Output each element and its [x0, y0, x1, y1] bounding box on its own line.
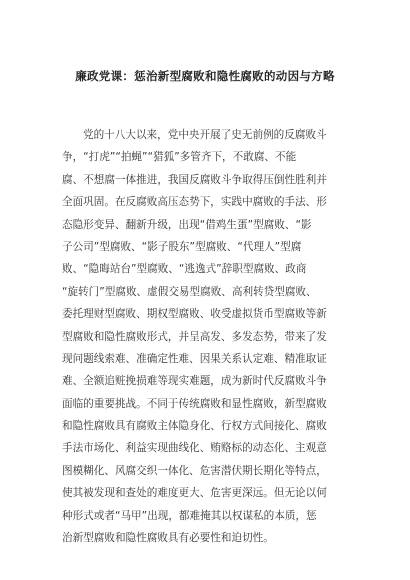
paragraph-line: 手法市场化、利益实现曲线化、贿赂标的动态化、主观意	[62, 442, 327, 455]
paragraph-line: 子公司”型腐败、“影子股东”型腐败、“代理人”型腐	[62, 240, 302, 253]
document-title: 廉政党课：惩治新型腐败和隐性腐败的动因与方略	[75, 69, 335, 83]
paragraph-line: 党的十八大以来，党中央开展了史无前例的反腐败斗	[83, 129, 327, 141]
paragraph-line: 败、“隐晦站台”型腐败、“逃逸式”辞职型腐败、政商	[62, 263, 307, 276]
paragraph-line: “旋转门”型腐败、虚假交易型腐败、高利转贷型腐败、	[62, 285, 317, 298]
paragraph-line: 全面巩固。在反腐败高压态势下，实践中腐败的手法、形	[62, 196, 327, 209]
paragraph-line: 态隐形变异、翻新升级，出现“借鸡生蛋”型腐败、“影	[62, 218, 312, 231]
paragraph-line: 和隐性腐败具有腐败主体隐身化、行权方式间接化、腐败	[62, 420, 327, 433]
paragraph-line: 腐、不想腐一体推进，我国反腐败斗争取得压倒性胜利并	[62, 173, 327, 186]
paragraph-line: 种形式或者“马甲”出现，都难掩其以权谋私的本质，惩	[62, 509, 317, 522]
paragraph-line: 型腐败和隐性腐败形式，并呈高发、多发态势，带来了发	[62, 330, 327, 343]
paragraph-line: 难、全额追赃挽损难等现实难题，成为新时代反腐败斗争	[62, 375, 327, 388]
paragraph-line: 使其被发现和查处的难度更大、危害更深远。但无论以何	[62, 487, 327, 500]
paragraph-line: 治新型腐败和隐性腐败具有必要性和迫切性。	[62, 532, 274, 545]
paragraph-line: 争，“打虎”“拍蝇”“猎狐”多管齐下，不敢腐、不能	[62, 151, 297, 164]
paragraph-line: 面临的重要挑战。不同于传统腐败和显性腐败，新型腐败	[62, 397, 327, 410]
paragraph-line: 图模糊化、风腐交织一体化、危害潜伏期长期化等特点，	[62, 464, 327, 477]
document-body	[62, 124, 350, 549]
paragraph-line: 现问题线索难、准确定性难、因果关系认定难、精准取证	[62, 352, 327, 365]
paragraph-line: 委托理财型腐败、期权型腐败、收受虚拟货币型腐败等新	[62, 308, 327, 321]
